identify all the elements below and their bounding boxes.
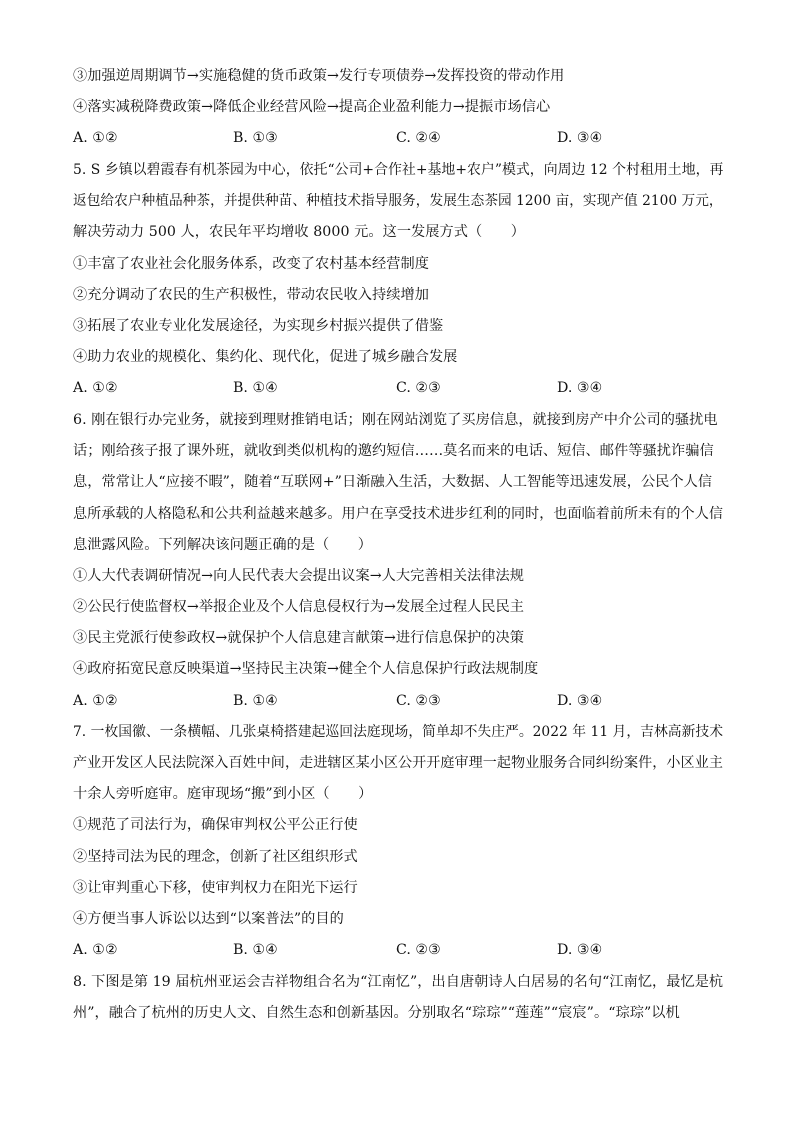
q5-stem-line-2: 返包给农户种植品种茶，并提供种苗、种植技术指导服务，发展生态茶园 1200 亩，实现产值 2100 万元， xyxy=(73,193,723,209)
q6-stem-line-4: 息所承载的人格隐私和公共利益越来越多。用户在享受技术进步红利的同时，也面临着前所未有的个人信 xyxy=(73,506,723,522)
q7-choice-c: C. ②③ xyxy=(396,942,441,958)
q4-option-3: ③加强逆周期调节→实施稳健的货币政策→发行专项债券→发挥投资的带动作用 xyxy=(73,68,565,84)
q4-choice-d: D. ③④ xyxy=(557,130,603,146)
q5-stem-line-1: 5. S 乡镇以碧霞春有机茶园为中心，依托“公司+合作社+基地+农户”模式，向周边 12 个村租用土地，再 xyxy=(73,162,724,178)
q7-stem-line-3: 十余人旁听庭审。庭审现场“搬”到小区（ ） xyxy=(73,786,373,802)
q6-option-2: ②公民行使监督权→举报企业及个人信息侵权行为→发展全过程人民民主 xyxy=(73,599,525,615)
q8-stem-line-2: 州”，融合了杭州的历史人文、自然生态和创新基因。分别取名“琮琮”“莲莲”“宸宸”。“琮琮”以机 xyxy=(73,1005,680,1021)
q8-stem-line-1: 8. 下图是第 19 届杭州亚运会吉祥物组合名为“江南忆”，出自唐朝诗人白居易的名句“江南忆，最忆是杭 xyxy=(73,974,724,990)
q7-option-2: ②坚持司法为民的理念，创新了社区组织形式 xyxy=(73,849,358,865)
q7-stem-line-2: 产业开发区人民法院深入百姓中间，走进辖区某小区公开开庭审理一起物业服务合同纠纷案件，小区业主 xyxy=(73,755,723,771)
q5-choice-a: A. ①② xyxy=(73,380,118,396)
q7-option-3: ③让审判重心下移，使审判权力在阳光下运行 xyxy=(73,880,358,896)
q7-option-4: ④方便当事人诉讼以达到“以案普法”的目的 xyxy=(73,911,344,927)
q6-option-4: ④政府拓宽民意反映渠道→坚持民主决策→健全个人信息保护行政法规制度 xyxy=(73,661,539,677)
q4-option-4: ④落实减税降费政策→降低企业经营风险→提高企业盈利能力→提振市场信心 xyxy=(73,99,551,115)
q6-stem-line-5: 息泄露风险。下列解决该问题正确的是（ ） xyxy=(73,537,372,553)
q5-option-3: ③拓展了农业专业化发展途径，为实现乡村振兴提供了借鉴 xyxy=(73,318,444,334)
q6-option-3: ③民主党派行使参政权→就保护个人信息建言献策→进行信息保护的决策 xyxy=(73,630,525,646)
q6-choice-a: A. ①② xyxy=(73,693,118,709)
q6-stem-line-1: 6. 刚在银行办完业务，就接到理财推销电话；刚在网站浏览了买房信息，就接到房产中介公司的骚扰电 xyxy=(73,412,718,428)
q6-stem-line-3: 息，常常让人“应接不暇”，随着“互联网+”日渐融入生活，大数据、人工智能等迅速发展，公民个人信 xyxy=(73,474,713,490)
q5-choice-c: C. ②③ xyxy=(396,380,441,396)
q4-choice-b: B. ①③ xyxy=(233,130,278,146)
q7-choice-b: B. ①④ xyxy=(233,942,278,958)
q6-choice-c: C. ②③ xyxy=(396,693,441,709)
q5-choice-b: B. ①④ xyxy=(233,380,278,396)
q5-option-2: ②充分调动了农民的生产积极性，带动农民收入持续增加 xyxy=(73,287,429,303)
q4-choice-a: A. ①② xyxy=(73,130,118,146)
q5-option-1: ①丰富了农业社会化服务体系，改变了农村基本经营制度 xyxy=(73,256,429,272)
q7-stem-line-1: 7. 一枚国徽、一条横幅、几张桌椅搭建起巡回法庭现场，简单却不失庄严。2022 年 11 月，吉林高新技术 xyxy=(73,724,724,740)
q4-choice-c: C. ②④ xyxy=(396,130,441,146)
q6-option-1: ①人大代表调研情况→向人民代表大会提出议案→人大完善相关法律法规 xyxy=(73,568,525,584)
q5-choice-d: D. ③④ xyxy=(557,380,603,396)
q6-stem-line-2: 话；刚给孩子报了课外班，就收到类似机构的邀约短信……莫名而来的电话、短信、邮件等骚扰诈骗信 xyxy=(73,443,714,459)
q7-option-1: ①规范了司法行为，确保审判权公平公正行使 xyxy=(73,817,358,833)
q5-stem-line-3: 解决劳动力 500 人，农民年平均增收 8000 元。这一发展方式（ ） xyxy=(73,224,525,240)
q7-choice-a: A. ①② xyxy=(73,942,118,958)
q6-choice-d: D. ③④ xyxy=(557,693,603,709)
q6-choice-b: B. ①④ xyxy=(233,693,278,709)
q5-option-4: ④助力农业的规模化、集约化、现代化，促进了城乡融合发展 xyxy=(73,349,458,365)
q7-choice-d: D. ③④ xyxy=(557,942,603,958)
